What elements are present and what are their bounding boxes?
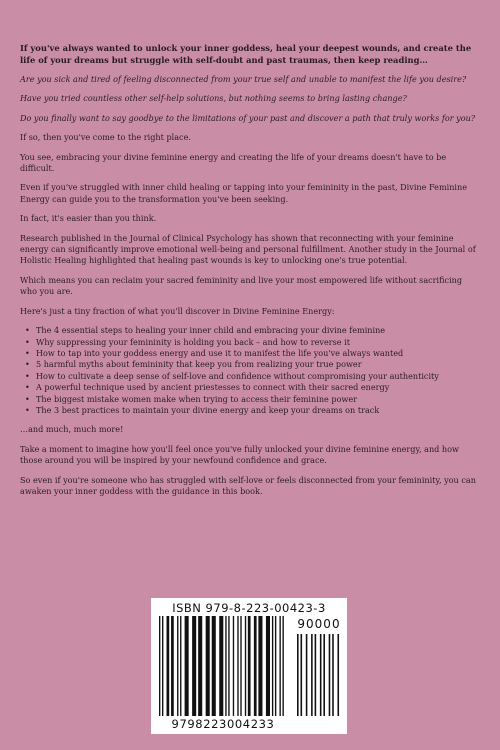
list-item: • How to tap into your goddess energy and use it to manifest the life you've always wanted bbox=[36, 348, 480, 359]
bullet-list bbox=[20, 325, 480, 416]
list-item: • The 4 essential steps to healing your inner child and embracing your divine feminine bbox=[36, 325, 480, 336]
paragraph-9: Take a moment to imagine how you'll feel once you've fully unlocked your divine feminine energy, and how those around you will be inspired by your newfound confidence and grace. bbox=[20, 443, 459, 466]
paragraph-3: Even if you've struggled with inner child healing or tapping into your femininity in the past, Divine Feminine Energy can guide you to the transformation you've been seeking. bbox=[20, 182, 468, 204]
paragraph-7: Here's just a tiny fraction of what you'll discover in Divine Feminine Energy: bbox=[20, 305, 335, 316]
lead-paragraph: If you've always wanted to unlock your inner goddess, heal your deepest wounds, and create the life of your dreams but struggle with self-doubt and past traumas, then keep reading… bbox=[20, 43, 472, 65]
list-item: • Why suppressing your femininity is holding you back – and how to reverse it bbox=[36, 337, 480, 348]
addon-barcode-bars bbox=[297, 634, 341, 716]
paragraph-1: If so, then you've come to the right place. bbox=[20, 132, 191, 143]
paragraph-8: …and much, much more! bbox=[20, 424, 124, 435]
paragraph-6: Which means you can reclaim your sacred femininity and live your most empowered life without sacrificing who you are. bbox=[20, 274, 463, 297]
list-item: • How to cultivate a deep sense of self-love and confidence without compromising your authenticity bbox=[36, 371, 480, 382]
ean-digits: 9798223004233 bbox=[171, 717, 275, 731]
ean-barcode-bars bbox=[159, 616, 287, 716]
addon-digits: 90000 bbox=[297, 617, 341, 631]
blurb-text bbox=[20, 42, 480, 505]
paragraph-5: Research published in the Journal of Clinical Psychology has shown that reconnecting with your feminine energy can significantly improve emotional well-being and personal fulfillment. Another study in the Journal of Holistic Healing highlighted that healing past wounds is key to unlocking one's true potential. bbox=[20, 232, 476, 266]
list-item: • 5 harmful myths about femininity that keep you from realizing your true power bbox=[36, 359, 480, 370]
paragraph-4: In fact, it's easier than you think. bbox=[20, 213, 157, 224]
question-3: Do you finally want to say goodbye to the limitations of your past and discover a path that truly works for you? bbox=[20, 112, 476, 123]
question-2: Have you tried countless other self-help solutions, but nothing seems to bring lasting change? bbox=[20, 93, 407, 104]
paragraph-2: You see, embracing your divine feminine energy and creating the life of your dreams doesn't have to be difficult. bbox=[20, 151, 447, 174]
isbn-barcode bbox=[151, 598, 347, 734]
list-item: • The 3 best practices to maintain your divine energy and keep your dreams on track bbox=[36, 405, 480, 416]
isbn-label: ISBN 979-8-223-00423-3 bbox=[172, 601, 326, 615]
question-1: Are you sick and tired of feeling disconnected from your true self and unable to manifest the life you desire? bbox=[20, 74, 467, 84]
list-item: • The biggest mistake women make when trying to access their feminine power bbox=[36, 394, 480, 405]
paragraph-10: So even if you're someone who has struggled with self-love or feels disconnected from your femininity, you can awaken your inner goddess with the guidance in this book. bbox=[20, 474, 476, 496]
list-item: • A powerful technique used by ancient priestesses to connect with their sacred energy bbox=[36, 382, 480, 393]
